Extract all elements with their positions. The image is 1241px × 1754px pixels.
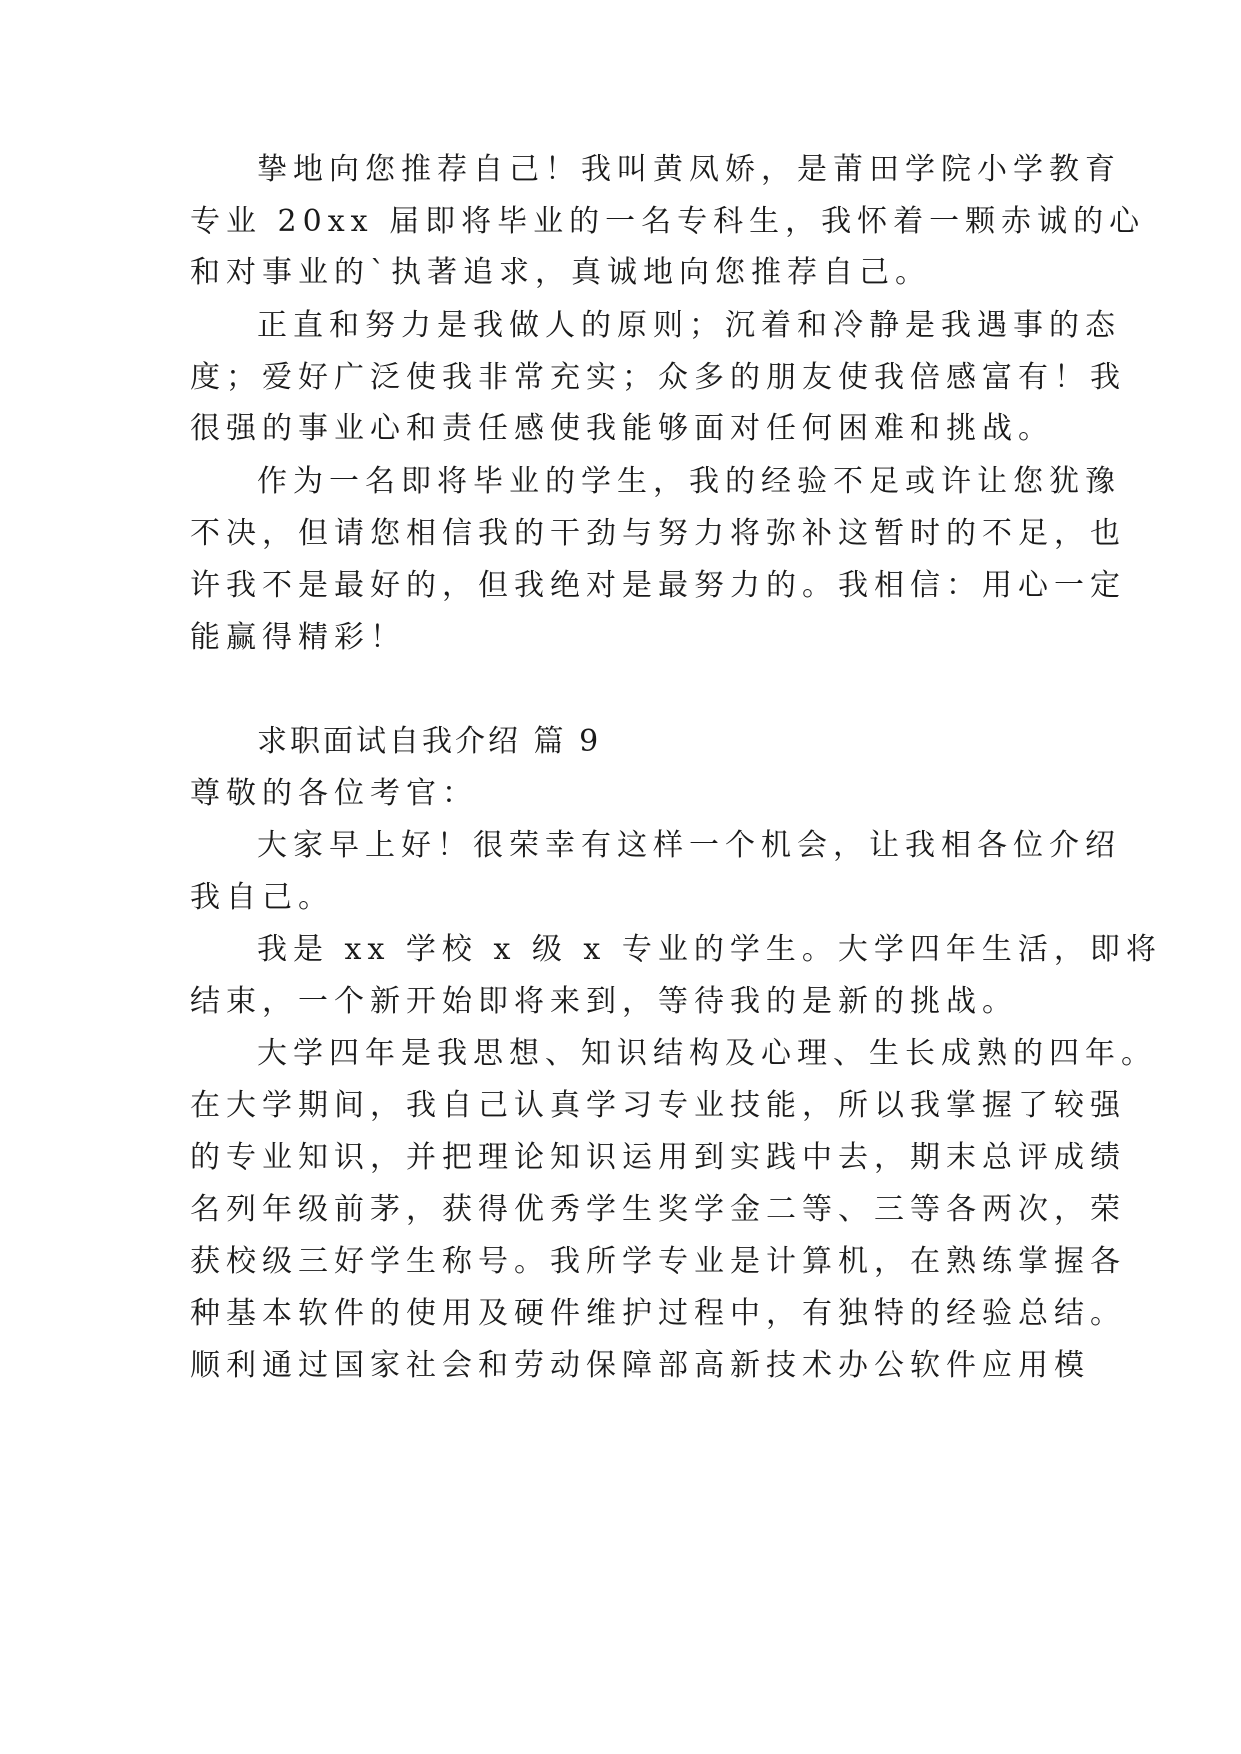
paragraph-3-line-1: 作为一名即将毕业的学生，我的经验不足或许让您犹豫 bbox=[257, 464, 1121, 499]
paragraph-3-line-4: 能赢得精彩！ bbox=[190, 620, 406, 655]
section-paragraph-3-line-1: 大学四年是我思想、知识结构及心理、生长成熟的四年。 bbox=[257, 1036, 1157, 1071]
section-paragraph-3-line-7: 顺利通过国家社会和劳动保障部高新技术办公软件应用模 bbox=[190, 1348, 1090, 1383]
section-paragraph-2-line-1: 我是 xx 学校 x 级 x 专业的学生。大学四年生活，即将 bbox=[257, 932, 1162, 967]
paragraph-3-line-3: 许我不是最好的，但我绝对是最努力的。我相信：用心一定 bbox=[190, 568, 1126, 603]
section-paragraph-3-line-5: 获校级三好学生称号。我所学专业是计算机，在熟练掌握各 bbox=[190, 1244, 1126, 1279]
section-paragraph-1-line-1: 大家早上好！很荣幸有这样一个机会，让我相各位介绍 bbox=[257, 828, 1121, 863]
paragraph-3-line-2: 不决，但请您相信我的干劲与努力将弥补这暂时的不足，也 bbox=[190, 516, 1126, 551]
section-paragraph-3-line-2: 在大学期间，我自己认真学习专业技能，所以我掌握了较强 bbox=[190, 1088, 1126, 1123]
paragraph-2-line-2: 度；爱好广泛使我非常充实；众多的朋友使我倍感富有！我 bbox=[190, 360, 1126, 395]
section-paragraph-1-line-2: 我自己。 bbox=[190, 880, 334, 915]
paragraph-1-line-3: 和对事业的`执著追求，真诚地向您推荐自己。 bbox=[190, 255, 931, 290]
section-paragraph-3-line-4: 名列年级前茅，获得优秀学生奖学金二等、三等各两次，荣 bbox=[190, 1192, 1126, 1227]
section-paragraph-3-line-3: 的专业知识，并把理论知识运用到实践中去，期末总评成绩 bbox=[190, 1140, 1126, 1175]
section-paragraph-3-line-6: 种基本软件的使用及硬件维护过程中，有独特的经验总结。 bbox=[190, 1296, 1126, 1331]
paragraph-1-line-1: 挚地向您推荐自己！我叫黄凤娇，是莆田学院小学教育 bbox=[257, 152, 1121, 187]
paragraph-2-line-1: 正直和努力是我做人的原则；沉着和冷静是我遇事的态 bbox=[257, 308, 1121, 343]
paragraph-1-line-2: 专业 20xx 届即将毕业的一名专科生，我怀着一颗赤诚的心 bbox=[190, 204, 1146, 239]
section-paragraph-2-line-2: 结束，一个新开始即将来到，等待我的是新的挑战。 bbox=[190, 984, 1018, 1019]
paragraph-2-line-3: 很强的事业心和责任感使我能够面对任何困难和挑战。 bbox=[190, 411, 1054, 446]
section-heading: 求职面试自我介绍 篇 9 bbox=[257, 724, 602, 759]
salutation: 尊敬的各位考官： bbox=[190, 776, 478, 811]
